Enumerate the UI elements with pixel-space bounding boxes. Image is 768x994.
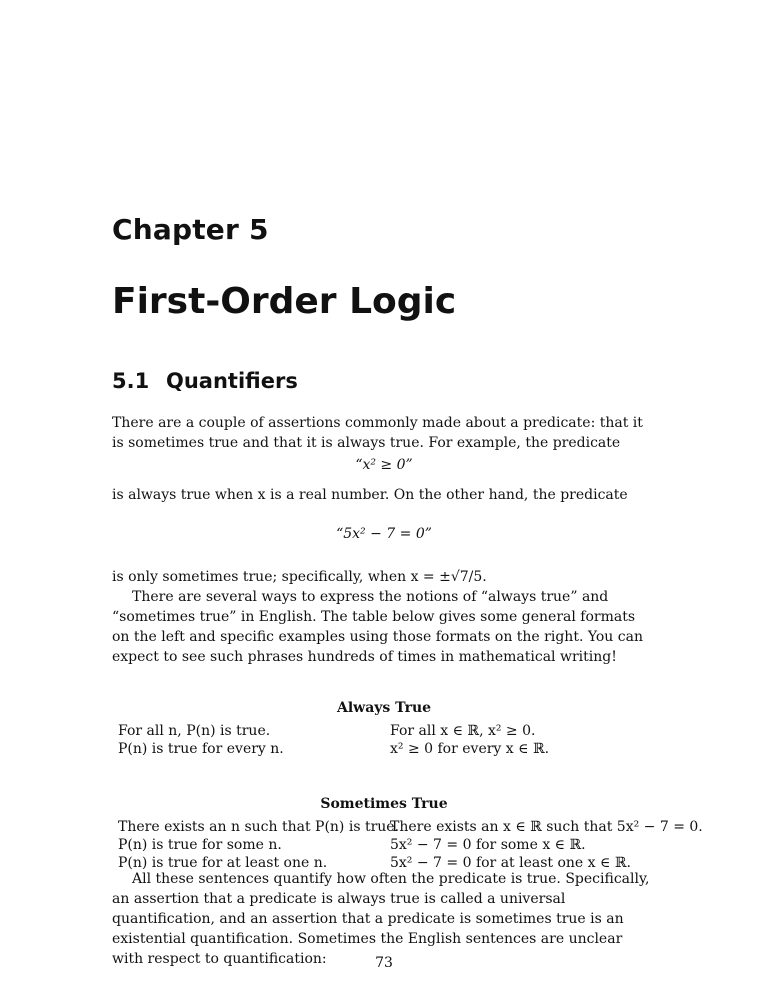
always-true-general-column: [118, 722, 284, 758]
display-math-1: “x² ≥ 0”: [355, 457, 413, 473]
always-example-line: x² ≥ 0 for every x ∈ ℝ.: [390, 741, 550, 757]
sometimes-example-line: 5x² − 7 = 0 for some x ∈ ℝ.: [390, 837, 586, 853]
section-heading: [112, 369, 298, 393]
sometimes-true-heading: Sometimes True: [320, 796, 448, 812]
always-true-heading: Always True: [336, 700, 432, 716]
sometimes-example-line: 5x² − 7 = 0 for at least one x ∈ ℝ.: [390, 855, 631, 871]
sometimes-example-line: There exists an x ∈ ℝ such that 5x² − 7 = 0.: [390, 819, 703, 835]
sometimes-true-general-column: [118, 818, 399, 872]
always-general-line: For all n, P(n) is true.: [118, 723, 271, 739]
always-true-example-column: [390, 722, 549, 758]
paragraph-sometimes: is only sometimes true; specifically, when x = ±√7/5.: [112, 569, 487, 585]
display-math-2: “5x² − 7 = 0”: [336, 526, 432, 542]
sometimes-general-line: There exists an n such that P(n) is true.: [118, 819, 400, 835]
chapter-label: Chapter 5: [112, 213, 269, 246]
page-number: 73: [375, 955, 393, 971]
chapter-title: First-Order Logic: [112, 281, 457, 322]
paragraph-quantification: All these sentences quantify how often the predicate is true. Specifically, an assertion that a predicate is always true is called a universal quantification, and an assertion that a predicate is sometimes true is an existential quantification. Sometimes the English sentences are unclear with respect to quantification:: [112, 871, 650, 967]
sometimes-true-example-column: [390, 818, 703, 872]
paragraph-always: is always true when x is a real number. On the other hand, the predicate: [112, 487, 628, 503]
section-title: Quantifiers: [166, 369, 298, 393]
always-example-line: For all x ∈ ℝ, x² ≥ 0.: [390, 723, 536, 739]
sometimes-general-line: P(n) is true for at least one n.: [118, 855, 328, 871]
paragraph-intro: There are a couple of assertions commonly made about a predicate: that it is sometimes true and that it is always true. For example, the predicate: [112, 415, 643, 451]
paragraph-formats: There are several ways to express the notions of “always true” and “sometimes true” in English. The table below gives some general formats on the left and specific examples using those formats on the right. You can expect to see such phrases hundreds of times in mathematical writing!: [112, 589, 643, 665]
section-number: 5.1: [112, 369, 150, 393]
sometimes-general-line: P(n) is true for some n.: [118, 837, 282, 853]
always-general-line: P(n) is true for every n.: [118, 741, 284, 757]
